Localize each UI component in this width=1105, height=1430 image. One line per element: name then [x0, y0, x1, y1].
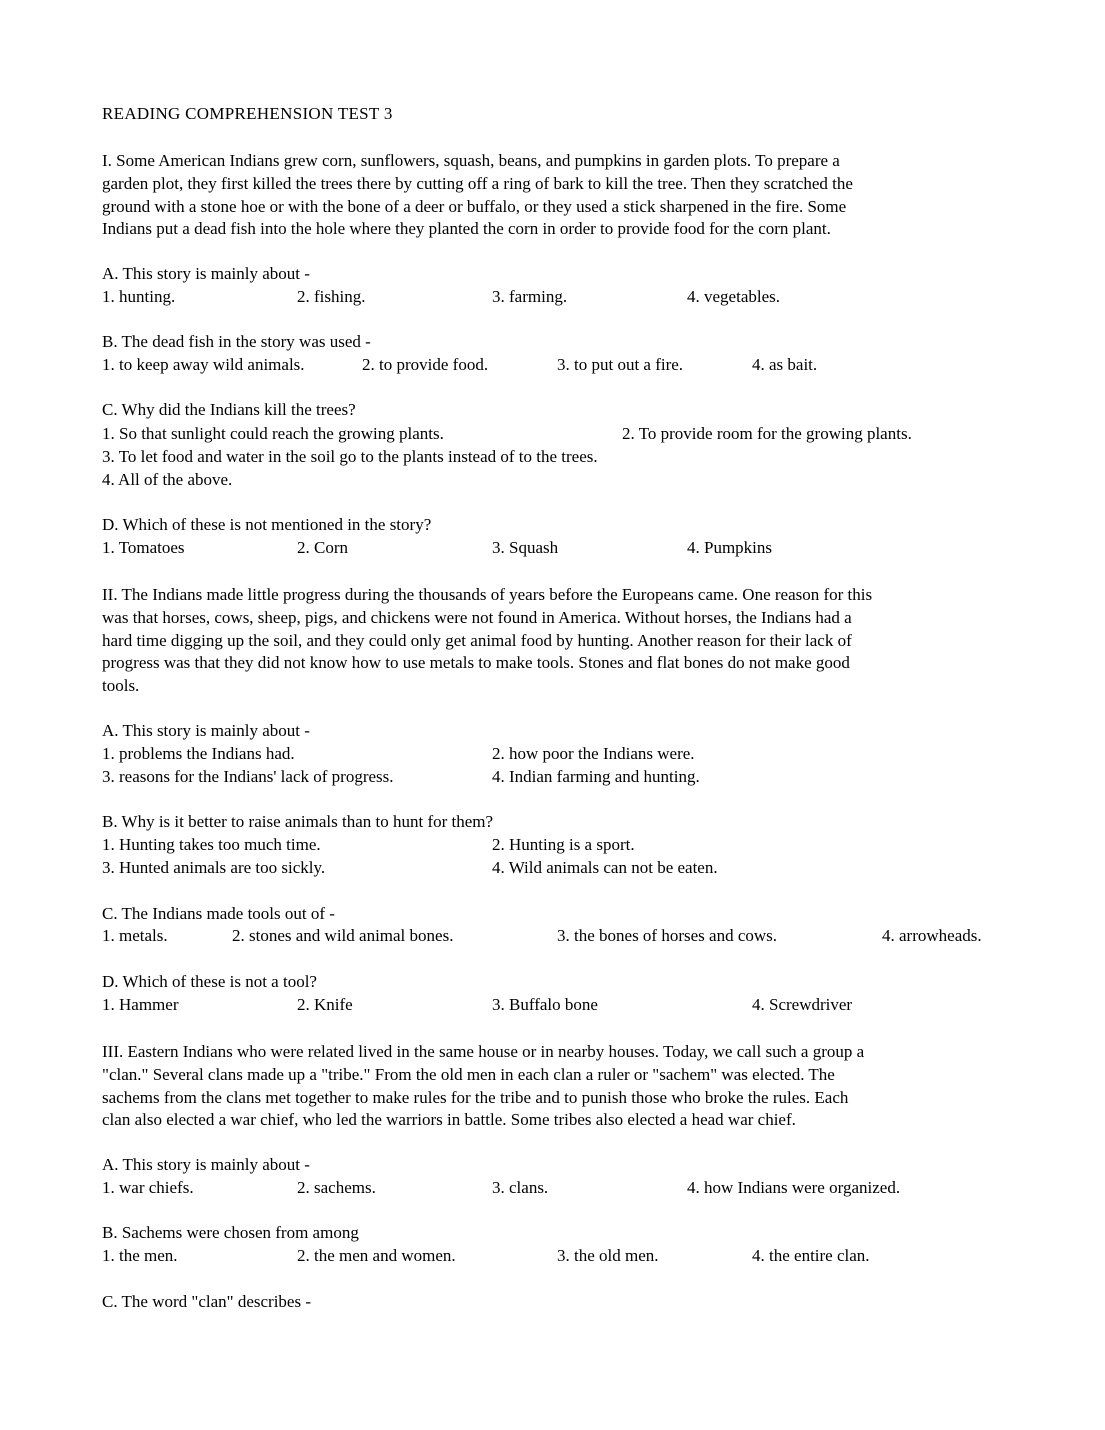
- option: 2. Hunting is a sport.: [492, 835, 635, 854]
- option: 1. Hunting takes too much time.: [102, 835, 321, 854]
- passage-line: Indians put a dead fish into the hole where they planted the corn in order to provide food for the corn plant.: [102, 219, 831, 239]
- option: 3. to put out a fire.: [557, 355, 684, 374]
- option: 3. the bones of horses and cows.: [557, 926, 778, 945]
- passage-line: clan also elected a war chief, who led the warriors in battle. Some tribes also elected a head war chief.: [102, 1110, 796, 1130]
- passage-line: tools.: [102, 676, 140, 696]
- passage-line: "clan." Several clans made up a "tribe." From the old men in each clan a ruler or "sachem" was elected. The: [102, 1064, 835, 1084]
- question-2a: A. This story is mainly about -: [102, 721, 310, 740]
- passage-2: [102, 584, 1007, 698]
- option: 1. hunting.: [102, 287, 176, 306]
- option: 3. To let food and water in the soil go to the plants instead of to the trees.: [102, 447, 598, 466]
- option: 2. fishing.: [297, 287, 366, 306]
- question-1d: D. Which of these is not mentioned in the story?: [102, 515, 432, 534]
- question-1b: B. The dead fish in the story was used -: [102, 332, 371, 351]
- question-2c: C. The Indians made tools out of -: [102, 904, 335, 923]
- question-3c: C. The word "clan" describes -: [102, 1292, 312, 1311]
- option: 1. to keep away wild animals.: [102, 355, 305, 374]
- passage-line: III. Eastern Indians who were related lived in the same house or in nearby houses. Today, we call such a group a: [102, 1042, 865, 1061]
- option: 4. Screwdriver: [752, 995, 853, 1014]
- option: 4. All of the above.: [102, 470, 233, 489]
- option: 4. the entire clan.: [752, 1246, 870, 1265]
- option: 1. problems the Indians had.: [102, 744, 295, 763]
- option: 1. So that sunlight could reach the growing plants.: [102, 424, 444, 443]
- question-1a: A. This story is mainly about -: [102, 264, 310, 283]
- option: 3. Buffalo bone: [492, 995, 598, 1014]
- passage-line: progress was that they did not know how to use metals to make tools. Stones and flat bones do not make good: [102, 653, 850, 673]
- option: 3. reasons for the Indians' lack of progress.: [102, 767, 394, 786]
- option: 2. stones and wild animal bones.: [232, 926, 454, 945]
- option: 4. how Indians were organized.: [687, 1178, 901, 1197]
- passage-line: hard time digging up the soil, and they could only get animal food by hunting. Another reason for their lack of: [102, 630, 852, 650]
- option: 3. Squash: [492, 538, 559, 557]
- passage-line: I. Some American Indians grew corn, sunflowers, squash, beans, and pumpkins in garden plots. To prepare a: [102, 151, 840, 170]
- option: 1. war chiefs.: [102, 1178, 194, 1197]
- option: 1. Hammer: [102, 995, 179, 1014]
- option: 3. Hunted animals are too sickly.: [102, 858, 326, 877]
- option: 4. vegetables.: [687, 287, 780, 306]
- option: 4. Wild animals can not be eaten.: [492, 858, 718, 877]
- option: 1. metals.: [102, 926, 168, 945]
- option: 3. farming.: [492, 287, 568, 306]
- option: 2. Knife: [297, 995, 353, 1014]
- option: 3. the old men.: [557, 1246, 659, 1265]
- option: 2. to provide food.: [362, 355, 489, 374]
- option: 2. Corn: [297, 538, 348, 557]
- option: 2. To provide room for the growing plants.: [622, 424, 912, 443]
- passage-line: ground with a stone hoe or with the bone of a deer or buffalo, or they used a stick sharpened in the fire. Some: [102, 196, 847, 216]
- option: 4. arrowheads.: [882, 926, 982, 945]
- option: 4. as bait.: [752, 355, 818, 374]
- option: 1. Tomatoes: [102, 538, 185, 557]
- passage-1: [102, 150, 1007, 241]
- option: 4. Indian farming and hunting.: [492, 767, 700, 786]
- passage-line: sachems from the clans met together to make rules for the tribe and to punish those who broke the rules. Each: [102, 1087, 849, 1107]
- option: 4. Pumpkins: [687, 538, 773, 557]
- option: 2. how poor the Indians were.: [492, 744, 695, 763]
- option: 2. the men and women.: [297, 1246, 456, 1265]
- passage-3: [102, 1041, 1007, 1132]
- option: 2. sachems.: [297, 1178, 376, 1197]
- option: 1. the men.: [102, 1246, 178, 1265]
- page-title: READING COMPREHENSION TEST 3: [102, 104, 393, 123]
- passage-line: II. The Indians made little progress during the thousands of years before the Europeans came. One reason for this: [102, 585, 873, 604]
- passage-line: garden plot, they first killed the trees there by cutting off a ring of bark to kill the tree. Then they scratched the: [102, 173, 853, 193]
- question-2d: D. Which of these is not a tool?: [102, 972, 317, 991]
- question-2b: B. Why is it better to raise animals than to hunt for them?: [102, 812, 494, 831]
- question-3b: B. Sachems were chosen from among: [102, 1223, 359, 1242]
- question-1c: C. Why did the Indians kill the trees?: [102, 400, 356, 419]
- passage-line: was that horses, cows, sheep, pigs, and chickens were not found in America. Without horses, the Indians had a: [102, 607, 852, 627]
- option: 3. clans.: [492, 1178, 549, 1197]
- question-3a: A. This story is mainly about -: [102, 1155, 310, 1174]
